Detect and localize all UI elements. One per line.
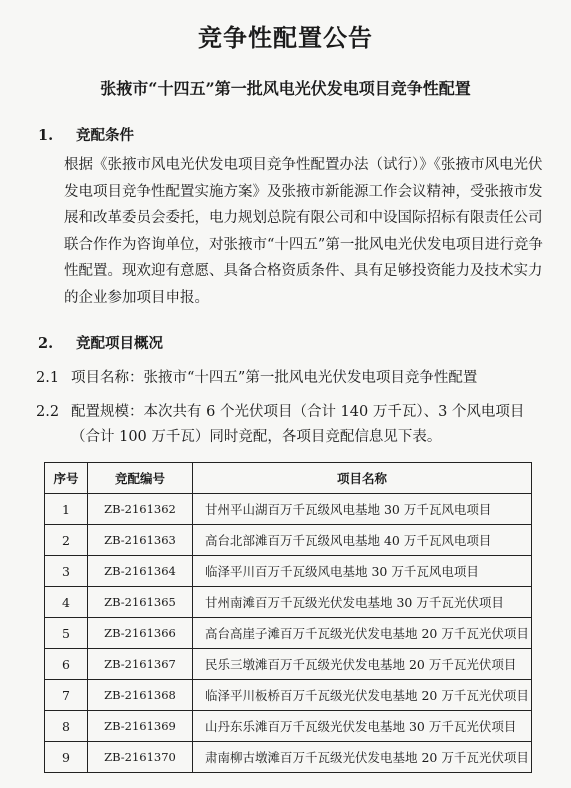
row-code: ZB-2161362: [88, 494, 193, 525]
section-1-paragraph: 根据《张掖市风电光伏发电项目竞争性配置办法（试行）》《张掖市风电光伏发电项目竞争性配置实施方案》及张掖市新能源工作会议精神，受张掖市发展和改革委员会委托，电力规划总院有限公司和中设国际招标有限责任公司联合作作为咨询单位，对张掖市“十四五”第一批风电光伏发电项目进行竞争性配置。现欢迎有意愿、具备合格资质条件、具有足够投资能力及技术实力的企业参加项目申报。: [64, 157, 543, 306]
row-code: ZB-2161369: [88, 711, 193, 742]
row-code: ZB-2161365: [88, 587, 193, 618]
section-2-heading: [38, 332, 163, 353]
row-number: 1: [45, 494, 88, 525]
table-row: [45, 494, 532, 525]
table-row: [45, 556, 532, 587]
table-row: [45, 618, 532, 649]
page-title: 竞争性配置公告: [198, 23, 373, 52]
section-2-number: 2.: [38, 335, 54, 352]
row-project-name: 山丹东乐滩百万千瓦级光伏发电基地 30 万千瓦光伏项目: [193, 711, 532, 742]
table-row: [45, 649, 532, 680]
row-code: ZB-2161363: [88, 525, 193, 556]
row-code: ZB-2161370: [88, 742, 193, 773]
table-row: [45, 525, 532, 556]
row-project-name: 临泽平川板桥百万千瓦级光伏发电基地 20 万千瓦光伏项目: [193, 680, 532, 711]
section-2-title: 竞配项目概况: [76, 335, 163, 352]
row-code: ZB-2161366: [88, 618, 193, 649]
row-code: ZB-2161367: [88, 649, 193, 680]
row-number: 8: [45, 711, 88, 742]
item-2-2-text: 配置规模：本次共有 6 个光伏项目（合计 140 万千瓦）、3 个风电项目（合计 100 万千瓦）同时竞配，各项目竞配信息见下表。: [71, 404, 525, 445]
item-2-2: [36, 400, 551, 450]
item-2-1: [36, 366, 551, 391]
row-number: 6: [45, 649, 88, 680]
row-number: 3: [45, 556, 88, 587]
page-subtitle: 张掖市“十四五”第一批风电光伏发电项目竞争性配置: [100, 79, 471, 98]
project-table: [44, 462, 532, 773]
row-project-name: 肃南柳古墩滩百万千瓦级光伏发电基地 20 万千瓦光伏项目: [193, 742, 532, 773]
row-code: ZB-2161368: [88, 680, 193, 711]
row-number: 4: [45, 587, 88, 618]
row-number: 7: [45, 680, 88, 711]
row-code: ZB-2161364: [88, 556, 193, 587]
item-2-1-text: 项目名称：张掖市“十四五”第一批风电光伏发电项目竞争性配置: [71, 370, 478, 386]
table-row: [45, 711, 532, 742]
table-row: [45, 680, 532, 711]
row-number: 2: [45, 525, 88, 556]
row-project-name: 高台北部滩百万千瓦级风电基地 40 万千瓦风电项目: [193, 525, 532, 556]
section-1-title: 竞配条件: [76, 127, 134, 144]
row-project-name: 甘州南滩百万千瓦级光伏发电基地 30 万千瓦光伏项目: [193, 587, 532, 618]
table-row: [45, 587, 532, 618]
header-serial: 序号: [45, 463, 88, 494]
item-2-2-number: 2.2: [36, 404, 60, 420]
row-project-name: 民乐三墩滩百万千瓦级光伏发电基地 20 万千瓦光伏项目: [193, 649, 532, 680]
table-row: [45, 742, 532, 773]
row-project-name: 高台高崖子滩百万千瓦级光伏发电基地 20 万千瓦光伏项目: [193, 618, 532, 649]
row-number: 5: [45, 618, 88, 649]
row-project-name: 甘州平山湖百万千瓦级风电基地 30 万千瓦风电项目: [193, 494, 532, 525]
header-project-name: 项目名称: [193, 463, 532, 494]
row-number: 9: [45, 742, 88, 773]
row-project-name: 临泽平川百万千瓦级风电基地 30 万千瓦风电项目: [193, 556, 532, 587]
item-2-1-number: 2.1: [36, 370, 60, 386]
section-1-number: 1.: [38, 127, 54, 144]
header-code: 竞配编号: [88, 463, 193, 494]
section-1-heading: [38, 124, 134, 145]
table-header-row: [45, 463, 532, 494]
